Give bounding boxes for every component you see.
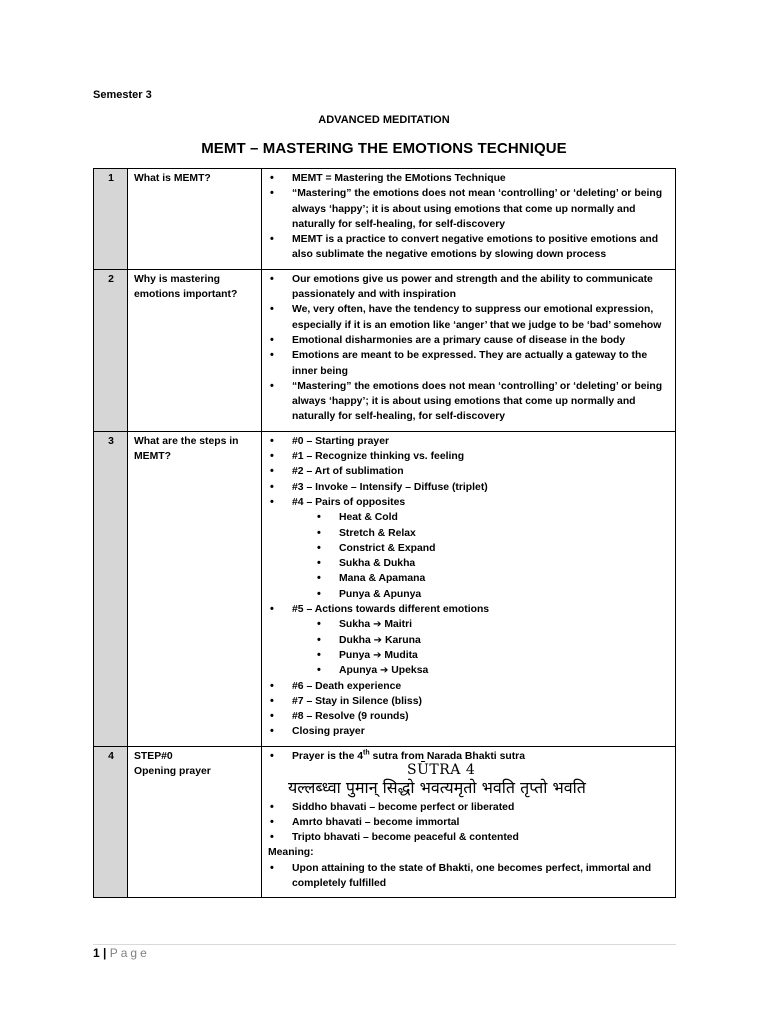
table-row [94, 169, 676, 270]
bullet-list [268, 861, 670, 892]
emotion-to: Maitri [384, 619, 413, 631]
step-label: #5 – Actions towards different emotions [292, 604, 490, 616]
arrow-right-icon: ➔ [373, 619, 382, 631]
step-label: #4 – Pairs of opposites [292, 496, 406, 508]
list-item [339, 648, 670, 663]
list-item: • #2 – Art of sublimation [292, 464, 670, 479]
list-item: • “Mastering” the emotions does not mean ‘controlling’ or ‘deleting’ or being always ‘happy’; it is about using emotions that come up normally and naturally for self-healing, for self-discovery [292, 379, 670, 425]
row-question [128, 746, 262, 898]
step-title: STEP#0 [134, 750, 173, 762]
list-item: • Siddho bhavati – become perfect or liberated [292, 800, 670, 815]
list-item: • Closing prayer [292, 724, 670, 739]
arrow-right-icon: ➔ [380, 665, 389, 677]
emotion-to: Karuna [384, 634, 421, 646]
emotion-from: Sukha [339, 619, 371, 631]
row-number: 4 [94, 746, 128, 898]
semester-label: Semester 3 [93, 89, 152, 101]
list-item: • Emotions are meant to be expressed. They are actually a gateway to the inner being [292, 348, 670, 379]
row-answer [262, 746, 676, 898]
list-item: • MEMT = Mastering the EMotions Technique [292, 171, 670, 186]
row-answer [262, 169, 676, 270]
list-item: • We, very often, have the tendency to suppress our emotional expression, especially if it is an emotion like ‘anger’ that we judge to be ‘bad’ somehow [292, 302, 670, 333]
page-title: MEMT – MASTERING THE EMOTIONS TECHNIQUE [201, 140, 567, 157]
list-item: • #3 – Invoke – Intensify – Diffuse (triplet) [292, 480, 670, 495]
emotion-to: Mudita [384, 649, 418, 661]
emotion-from: Dukha [339, 634, 371, 646]
prayer-text-end: sutra from Narada Bhakti sutra [369, 750, 525, 762]
emotion-to: Upeksa [391, 665, 429, 677]
list-item [292, 749, 670, 764]
prayer-text: Prayer is the 4 [292, 750, 364, 762]
course-heading: ADVANCED MEDITATION [318, 114, 450, 126]
meaning-label: Meaning: [268, 847, 314, 859]
page-label: Page [109, 946, 150, 960]
list-item: • Tripto bhavati – become peaceful & contented [292, 830, 670, 845]
row-question: What is MEMT? [128, 169, 262, 270]
list-item: • Emotional disharmonies are a primary cause of disease in the body [292, 333, 670, 348]
list-item: • #1 – Recognize thinking vs. feeling [292, 449, 670, 464]
list-item: • Sukha & Dukha [339, 556, 670, 571]
ordinal-suffix: th [363, 749, 370, 757]
footer-divider [93, 944, 676, 945]
list-item: • Upon attaining to the state of Bhakti, one becomes perfect, immortal and completely fulfilled [292, 861, 670, 892]
list-item [339, 663, 670, 678]
sutra-heading: SŪTRA 4 [407, 761, 476, 778]
list-item: • Our emotions give us power and strength and the ability to communicate passionately and with inspiration [292, 272, 670, 303]
list-item: • #7 – Stay in Silence (bliss) [292, 694, 670, 709]
sutra-verse: यल्लब्ध्वा पुमान् सिद्धो भवत्यमृतो भवति तृप्तो भवति [288, 778, 586, 798]
list-item: • “Mastering” the emotions does not mean ‘controlling’ or ‘deleting’ or being always ‘happy’; it is about using emotions that come up normally and naturally for self-healing, for self-discovery [292, 186, 670, 232]
list-item [292, 602, 670, 678]
row-number: 3 [94, 431, 128, 746]
list-item [339, 617, 670, 632]
row-answer [262, 431, 676, 746]
list-item: • Constrict & Expand [339, 541, 670, 556]
list-item: • Heat & Cold [339, 510, 670, 525]
row-question: Why is mastering emotions important? [128, 269, 262, 431]
list-item [339, 633, 670, 648]
emotion-from: Apunya [339, 665, 378, 677]
list-item: • #8 – Resolve (9 rounds) [292, 709, 670, 724]
opposites-list [292, 510, 670, 602]
actions-list [292, 617, 670, 678]
page-number: 1 [93, 946, 100, 960]
list-item: • MEMT is a practice to convert negative emotions to positive emotions and also sublimate the negative emotions by slowing down process [292, 232, 670, 263]
table-row [94, 269, 676, 431]
bullet-list [268, 272, 670, 425]
arrow-right-icon: ➔ [373, 634, 383, 646]
bullet-list [268, 800, 670, 846]
emotion-from: Punya [339, 649, 371, 661]
list-item: • #0 – Starting prayer [292, 434, 670, 449]
list-item: • Amrto bhavati – become immortal [292, 815, 670, 830]
row-number: 2 [94, 269, 128, 431]
step-subtitle: Opening prayer [134, 765, 211, 777]
list-item: • Stretch & Relax [339, 526, 670, 541]
bullet-list [268, 749, 670, 764]
row-answer [262, 269, 676, 431]
page-footer [93, 946, 150, 960]
table-row [94, 431, 676, 746]
table-row [94, 746, 676, 898]
row-number: 1 [94, 169, 128, 270]
page-separator: | [103, 946, 107, 960]
sutra-image [268, 763, 670, 796]
list-item: • #6 – Death experience [292, 679, 670, 694]
list-item [292, 495, 670, 602]
row-question: What are the steps in MEMT? [128, 431, 262, 746]
list-item: • Punya & Apunya [339, 587, 670, 602]
bullet-list [268, 171, 670, 263]
steps-list [268, 434, 670, 740]
memt-table [93, 168, 676, 898]
arrow-right-icon: ➔ [373, 649, 382, 661]
list-item: • Mana & Apamana [339, 571, 670, 586]
